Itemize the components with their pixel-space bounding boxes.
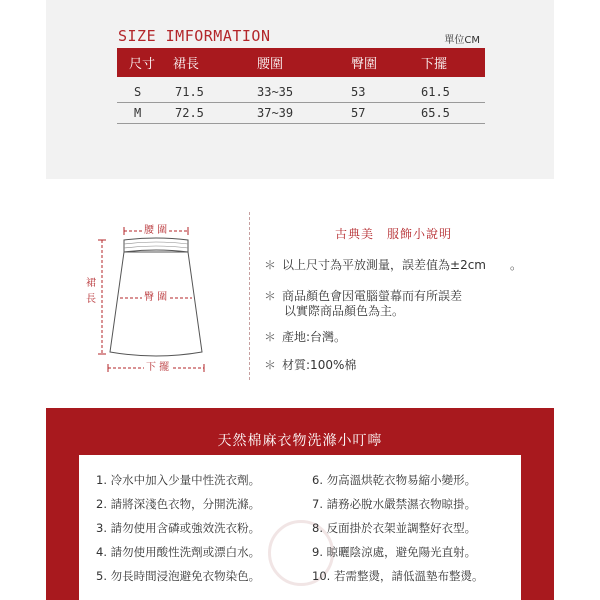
size-info-panel bbox=[46, 0, 554, 179]
table-row bbox=[117, 82, 485, 103]
cell-size: M bbox=[134, 106, 142, 120]
list-item: 2. 請將深淺色衣物，分開洗滌。 bbox=[96, 497, 261, 511]
note-text: 材質:100%棉 bbox=[282, 358, 357, 372]
star-icon: ＊ bbox=[264, 258, 277, 272]
header-hem: 下擺 bbox=[421, 57, 448, 72]
header-length: 裙長 bbox=[173, 57, 200, 72]
cell-waist: 33~35 bbox=[257, 85, 294, 99]
header-size: 尺寸 bbox=[129, 57, 156, 72]
length-label-top: 裙 bbox=[86, 278, 96, 289]
header-hip: 臀圍 bbox=[351, 57, 378, 72]
cell-hip: 53 bbox=[351, 85, 366, 99]
size-table bbox=[117, 48, 485, 124]
note-text: 以上尺寸為平放測量，誤差值為±2cm 。 bbox=[282, 258, 522, 272]
hem-label: 下 擺 bbox=[146, 362, 170, 373]
notes-title: 古典美 服飾小說明 bbox=[335, 227, 453, 241]
skirt-diagram bbox=[80, 218, 230, 378]
section-divider bbox=[249, 212, 250, 380]
list-item: 5. 勿長時間浸泡避免衣物染色。 bbox=[96, 569, 261, 583]
cell-hip: 57 bbox=[351, 106, 366, 120]
list-item: 8. 反面掛於衣架並調整好衣型。 bbox=[312, 521, 477, 535]
star-icon: ＊ bbox=[264, 358, 277, 372]
cell-hem: 61.5 bbox=[421, 85, 450, 99]
cell-hem: 65.5 bbox=[421, 106, 450, 120]
size-table-header bbox=[117, 48, 485, 77]
list-item: 3. 請勿使用含磷或強效洗衣粉。 bbox=[96, 521, 261, 535]
star-icon: ＊ bbox=[264, 289, 277, 303]
list-item: 6. 勿高溫烘乾衣物易縮小變形。 bbox=[312, 473, 477, 487]
star-icon: ＊ bbox=[264, 330, 277, 344]
size-unit-label: 單位CM bbox=[444, 35, 480, 46]
cell-length: 71.5 bbox=[175, 85, 204, 99]
list-item: 7. 請務必脫水嚴禁濕衣物晾掛。 bbox=[312, 497, 477, 511]
note-text: 產地:台灣。 bbox=[282, 330, 347, 344]
waist-label: 腰 圍 bbox=[144, 225, 168, 236]
cell-waist: 37~39 bbox=[257, 106, 294, 120]
list-item: 1. 冷水中加入少量中性洗衣劑。 bbox=[96, 473, 261, 487]
note-item bbox=[264, 330, 346, 345]
cell-length: 72.5 bbox=[175, 106, 204, 120]
list-item: 10. 若需整燙，請低溫墊布整燙。 bbox=[312, 569, 484, 583]
cell-size: S bbox=[134, 85, 142, 99]
washing-title: 天然棉麻衣物洗滌小叮嚀 bbox=[217, 433, 383, 449]
length-label-bottom: 長 bbox=[86, 294, 96, 305]
hip-label: 臀 圍 bbox=[144, 292, 168, 303]
note-item bbox=[264, 358, 356, 373]
note-item bbox=[264, 258, 522, 273]
table-row bbox=[117, 103, 485, 124]
list-item: 9. 晾曬陰涼處，避免陽光直射。 bbox=[312, 545, 477, 559]
note-text-continued: 以實際商品顏色為主。 bbox=[284, 304, 405, 318]
list-item: 4. 請勿使用酸性洗劑或漂白水。 bbox=[96, 545, 261, 559]
size-info-title: SIZE IMFORMATION bbox=[118, 27, 271, 45]
note-text: 商品顏色會因電腦螢幕而有所誤差 bbox=[282, 289, 463, 303]
header-waist: 腰圍 bbox=[257, 57, 284, 72]
note-item bbox=[264, 289, 462, 319]
